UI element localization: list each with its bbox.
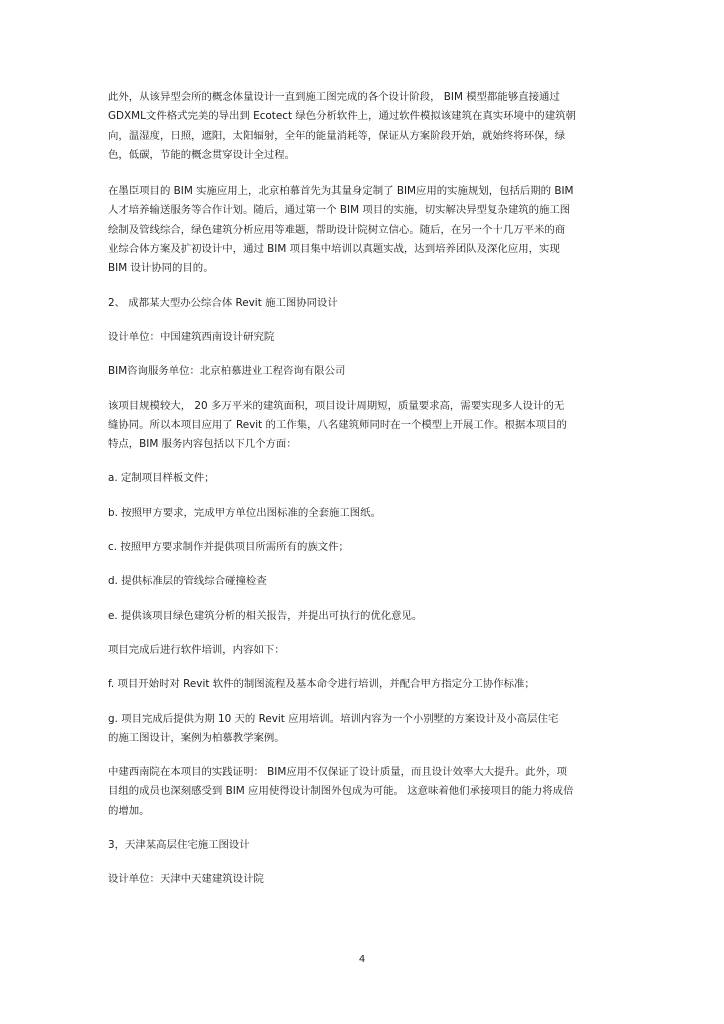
text-line: 的增加。: [108, 804, 150, 817]
paragraph-mochen-project: [108, 182, 618, 278]
text-line: d. 提供标准层的管线综合碰撞检查: [108, 575, 267, 588]
text-line: b. 按照甲方要求，完成甲方单位出图标准的全套施工图纸。: [108, 506, 381, 519]
text-line: GDXML文件格式完美的导出到 Ecotect 绿色分析软件上，通过软件模拟该建筑在真实环境中的建筑朝: [108, 110, 576, 123]
text-line: 项目完成后进行软件培训，内容如下：: [108, 643, 285, 656]
text-line: c. 按照甲方要求制作并提供项目所需所有的族文件；: [108, 541, 349, 554]
text-line: 色，低碳，节能的概念贯穿设计全过程。: [108, 148, 296, 161]
design-unit-line: [108, 328, 618, 347]
text-line: 特点，BIM 服务内容包括以下几个方面：: [108, 438, 297, 451]
text-line: f. 项目开始时对 Revit 软件的制图流程及基本命令进行培训，并配合甲方指定分工协作标准；: [108, 678, 535, 691]
text-line: 该项目规模较大， 20 多万平米的建筑面积，项目设计周期短，质量要求高，需要实现多人设计的无: [108, 399, 565, 412]
text-line: g. 项目完成后提供为期 10 天的 Revit 应用培训。培训内容为一个小别墅的方案设计及小高层住宅: [108, 712, 559, 725]
text-line: 人才培养输送服务等合作计划。随后，通过第一个 BIM 项目的实施，切实解决异型复杂建筑的施工图: [108, 204, 571, 217]
paragraph-project-scale: [108, 397, 618, 455]
text-line: 此外，从该异型会所的概念体量设计一直到施工图完成的各个设计阶段， BIM 模型都能够直接通过: [108, 91, 560, 103]
text-line: 3，天津某高层住宅施工图设计: [108, 839, 250, 852]
text-line: 在墨臣项目的 BIM 实施应用上，北京柏慕首先为其量身定制了 BIM应用的实施规划，包括后期的 BIM: [108, 185, 574, 198]
list-item-c: [108, 538, 618, 557]
text-line: e. 提供该项目绿色建筑分析的相关报告，并提出可执行的优化意见。: [108, 609, 423, 622]
text-line: 设计单位：中国建筑西南设计研究院: [108, 330, 275, 343]
section-heading-tianjin: [108, 836, 618, 855]
list-item-e: [108, 607, 618, 626]
list-item-g: [108, 710, 618, 749]
paragraph-practice-proof: [108, 763, 618, 821]
text-line: 的施工图设计，案例为柏慕教学案例。: [108, 731, 285, 744]
text-line: 缝协同。所以本项目应用了 Revit 的工作集，八名建筑师同时在一个模型上开展工作。根据本项目的: [108, 418, 567, 431]
text-line: 目组的成员也深刻感受到 BIM 应用使得设计制图外包成为可能。 这意味着他们承接项目的能力将成倍: [108, 785, 574, 798]
text-line: 设计单位：天津中天建建筑设计院: [108, 873, 264, 886]
paragraph-ecotect-analysis: [108, 88, 618, 165]
list-item-d: [108, 572, 618, 591]
training-intro: [108, 641, 618, 660]
text-line: a. 定制项目样板文件；: [108, 472, 215, 485]
design-unit-tianjin: [108, 870, 618, 889]
consulting-unit-line: [108, 362, 618, 381]
text-line: 中建西南院在本项目的实践证明： BIM应用不仅保证了设计质量，而且设计效率大大提升。此外，项: [108, 766, 567, 779]
page-number: 4: [358, 954, 366, 965]
text-line: 向，温湿度，日照，遮阳，太阳辐射，全年的能量消耗等，保证从方案阶段开始，就始终将环保，绿: [108, 129, 566, 142]
text-line: 业综合体方案及扩初设计中，通过 BIM 项目集中培训以真题实战，达到培养团队及深化应用，实现: [108, 243, 560, 256]
text-line: 绘制及管线综合，绿色建筑分析应用等难题，帮助设计院树立信心。随后，在另一个十几万平米的商: [108, 223, 566, 236]
page-content: [108, 88, 618, 890]
list-item-f: [108, 675, 618, 694]
list-item-b: [108, 504, 618, 523]
text-line: BIM咨询服务单位：北京柏慕进业工程咨询有限公司: [108, 365, 346, 378]
list-item-a: [108, 469, 618, 488]
text-line: BIM 设计协同的目的。: [108, 262, 214, 275]
section-heading-chengdu: [108, 294, 618, 313]
text-line: 2、 成都某大型办公综合体 Revit 施工图协同设计: [108, 296, 338, 309]
